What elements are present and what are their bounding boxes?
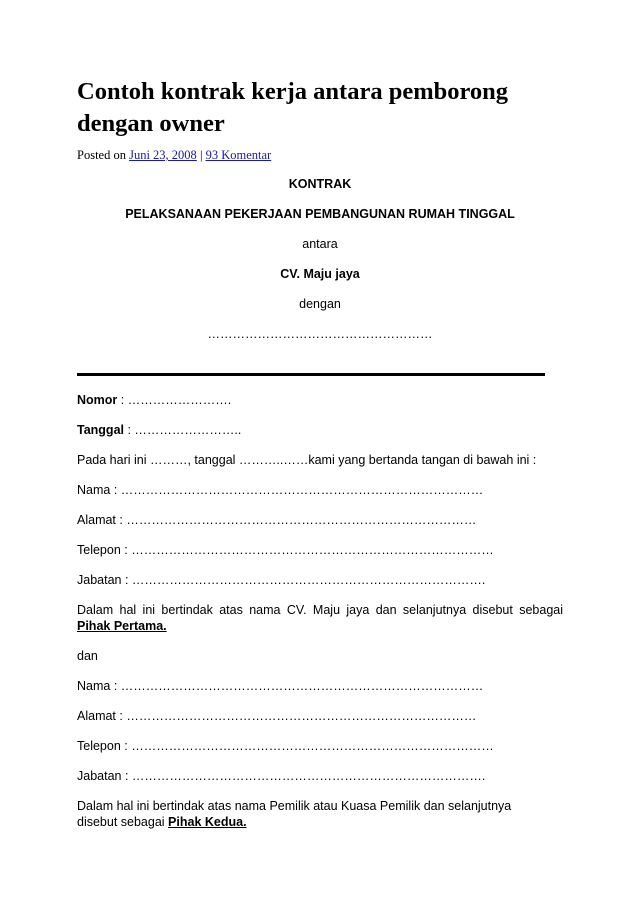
tanggal-label: Tanggal bbox=[77, 423, 124, 437]
first-party-telepon: Telepon : …………………………………………………………………………… bbox=[77, 543, 494, 557]
intro-paragraph: Pada hari ini ………, tanggal ………..……kami yang bertanda tangan di bawah ini : bbox=[77, 453, 537, 467]
first-party-nama: Nama : …………………………………………………………………………… bbox=[77, 483, 484, 497]
second-party-telepon: Telepon : …………………………………………………………………………… bbox=[77, 739, 494, 753]
first-party-role bbox=[77, 602, 563, 634]
second-party-role-line-1: Dalam hal ini bertindak atas nama Pemilik atau Kuasa Pemilik dan selanjutnya bbox=[77, 799, 512, 813]
post-date-link[interactable]: Juni 23, 2008 bbox=[129, 148, 197, 162]
second-party-blank: ……………………………………………… bbox=[207, 327, 433, 341]
horizontal-rule bbox=[77, 373, 545, 376]
post-meta bbox=[77, 147, 563, 163]
first-party-alamat: Alamat : ………………………………………………………………………… bbox=[77, 513, 477, 527]
nomor-field bbox=[77, 392, 563, 408]
second-party-jabatan: Jabatan : …………………………………………………………………………. bbox=[77, 769, 486, 783]
second-party-alamat: Alamat : ………………………………………………………………………… bbox=[77, 709, 477, 723]
first-party-role-text: Dalam hal ini bertindak atas nama CV. Maju jaya dan selanjutnya disebut sebagai bbox=[77, 603, 563, 617]
post-title bbox=[77, 76, 563, 140]
post-title-line-1: Contoh kontrak kerja antara pemborong bbox=[77, 78, 509, 105]
between-label: antara bbox=[302, 237, 338, 251]
tanggal-field bbox=[77, 422, 563, 438]
second-party-role bbox=[77, 798, 563, 830]
first-party-jabatan: Jabatan : …………………………………………………………………………. bbox=[77, 573, 486, 587]
second-party-role-label: Pihak Kedua. bbox=[168, 815, 247, 829]
second-party-role-prefix: disebut sebagai bbox=[77, 815, 169, 829]
comments-link[interactable]: 93 Komentar bbox=[205, 148, 272, 162]
contract-subheading: PELAKSANAAN PEKERJAAN PEMBANGUNAN RUMAH TINGGAL bbox=[125, 207, 515, 221]
nomor-label: Nomor bbox=[77, 393, 118, 407]
contract-heading: KONTRAK bbox=[288, 177, 352, 191]
tanggal-value: : …………………….. bbox=[124, 423, 242, 437]
with-label: dengan bbox=[299, 297, 341, 311]
nomor-value: : ……………………. bbox=[117, 393, 232, 407]
second-party-nama: Nama : …………………………………………………………………………… bbox=[77, 679, 484, 693]
first-party-name: CV. Maju jaya bbox=[280, 267, 360, 281]
document-page bbox=[77, 76, 563, 830]
and-label: dan bbox=[77, 649, 98, 663]
posted-on-label: Posted on bbox=[77, 148, 126, 162]
first-party-role-label: Pihak Pertama. bbox=[77, 619, 167, 633]
meta-separator: | bbox=[199, 148, 203, 162]
post-title-line-2: dengan owner bbox=[77, 110, 225, 137]
